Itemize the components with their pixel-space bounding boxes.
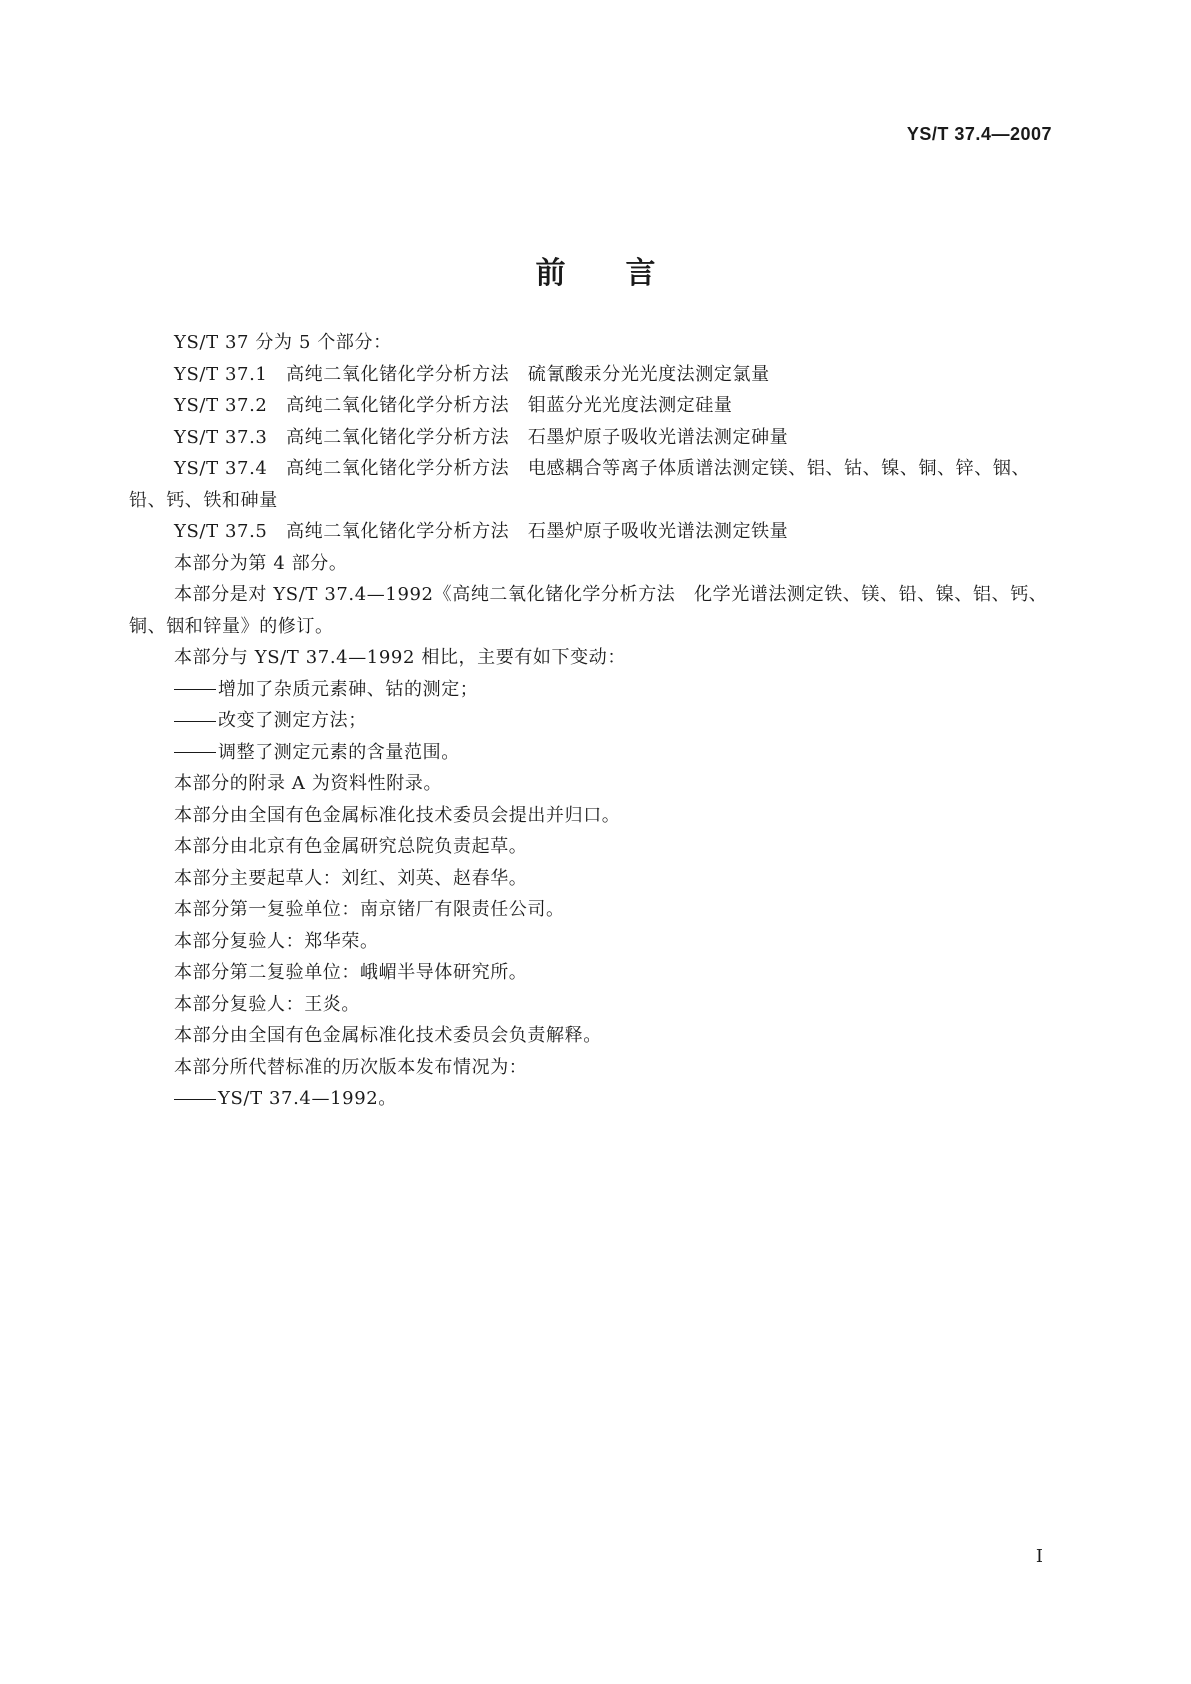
standard-code: YS/T 37.4—2007 <box>906 124 1052 144</box>
paragraph: 本部分第一复验单位：南京锗厂有限责任公司。 <box>174 899 565 920</box>
change-text: 增加了杂质元素砷、钴的测定； <box>218 678 479 700</box>
dash-mark <box>174 689 216 690</box>
dash-mark <box>174 1099 216 1100</box>
change-list-item <box>129 674 1059 706</box>
paragraph: 本部分第二复验单位：峨嵋半导体研究所。 <box>174 962 528 983</box>
paragraph: 本部分由全国有色金属标准化技术委员会负责解释。 <box>174 1025 602 1046</box>
page-title: 前言 <box>535 256 716 292</box>
paragraph: 本部分复验人：郑华荣。 <box>174 930 379 952</box>
part-list-item: YS/T 37.2 高纯二氧化锗化学分析方法 钼蓝分光光度法测定硅量 <box>174 395 733 416</box>
change-list-item <box>129 705 1059 737</box>
change-text: 调整了测定元素的含量范围。 <box>218 741 460 763</box>
paragraph: 本部分复验人：王炎。 <box>174 993 360 1015</box>
paragraph: 本部分由北京有色金属研究总院负责起草。 <box>174 836 528 857</box>
part-list-item: YS/T 37.1 高纯二氧化锗化学分析方法 硫氰酸汞分光光度法测定氯量 <box>174 363 770 385</box>
paragraph: YS/T 37 分为 5 个部分： <box>174 332 392 353</box>
change-list-item <box>129 737 1059 769</box>
paragraph: 本部分是对 YS/T 37.4—1992《高纯二氧化锗化学分析方法 化学光谱法测定铁、镁、铅、镍、铝、钙、铜、铟和锌量》的修订。 <box>129 584 1048 637</box>
paragraph: 本部分主要起草人：刘红、刘英、赵春华。 <box>174 867 528 889</box>
paragraph: 本部分与 YS/T 37.4—1992 相比，主要有如下变动： <box>174 647 626 668</box>
page-number: I <box>1035 1546 1043 1567</box>
dash-mark <box>174 721 216 722</box>
superseded-text: YS/T 37.4—1992。 <box>218 1088 397 1109</box>
part-list-item: YS/T 37.3 高纯二氧化锗化学分析方法 石墨炉原子吸收光谱法测定砷量 <box>174 426 789 448</box>
change-text: 改变了测定方法； <box>218 710 367 731</box>
paragraph: 本部分为第 4 部分。 <box>174 552 348 574</box>
paragraph: 本部分的附录 A 为资料性附录。 <box>174 773 443 794</box>
part-list-item: YS/T 37.5 高纯二氧化锗化学分析方法 石墨炉原子吸收光谱法测定铁量 <box>174 521 789 542</box>
part-list-item: YS/T 37.4 高纯二氧化锗化学分析方法 电感耦合等离子体质谱法测定镁、铝、钴、镍、铜、锌、铟、铅、钙、铁和砷量 <box>129 458 1031 511</box>
dash-mark <box>174 752 216 753</box>
paragraph: 本部分由全国有色金属标准化技术委员会提出并归口。 <box>174 804 621 826</box>
superseded-list-item <box>129 1083 1059 1115</box>
paragraph: 本部分所代替标准的历次版本发布情况为： <box>174 1056 528 1078</box>
document-body <box>129 327 1059 1115</box>
